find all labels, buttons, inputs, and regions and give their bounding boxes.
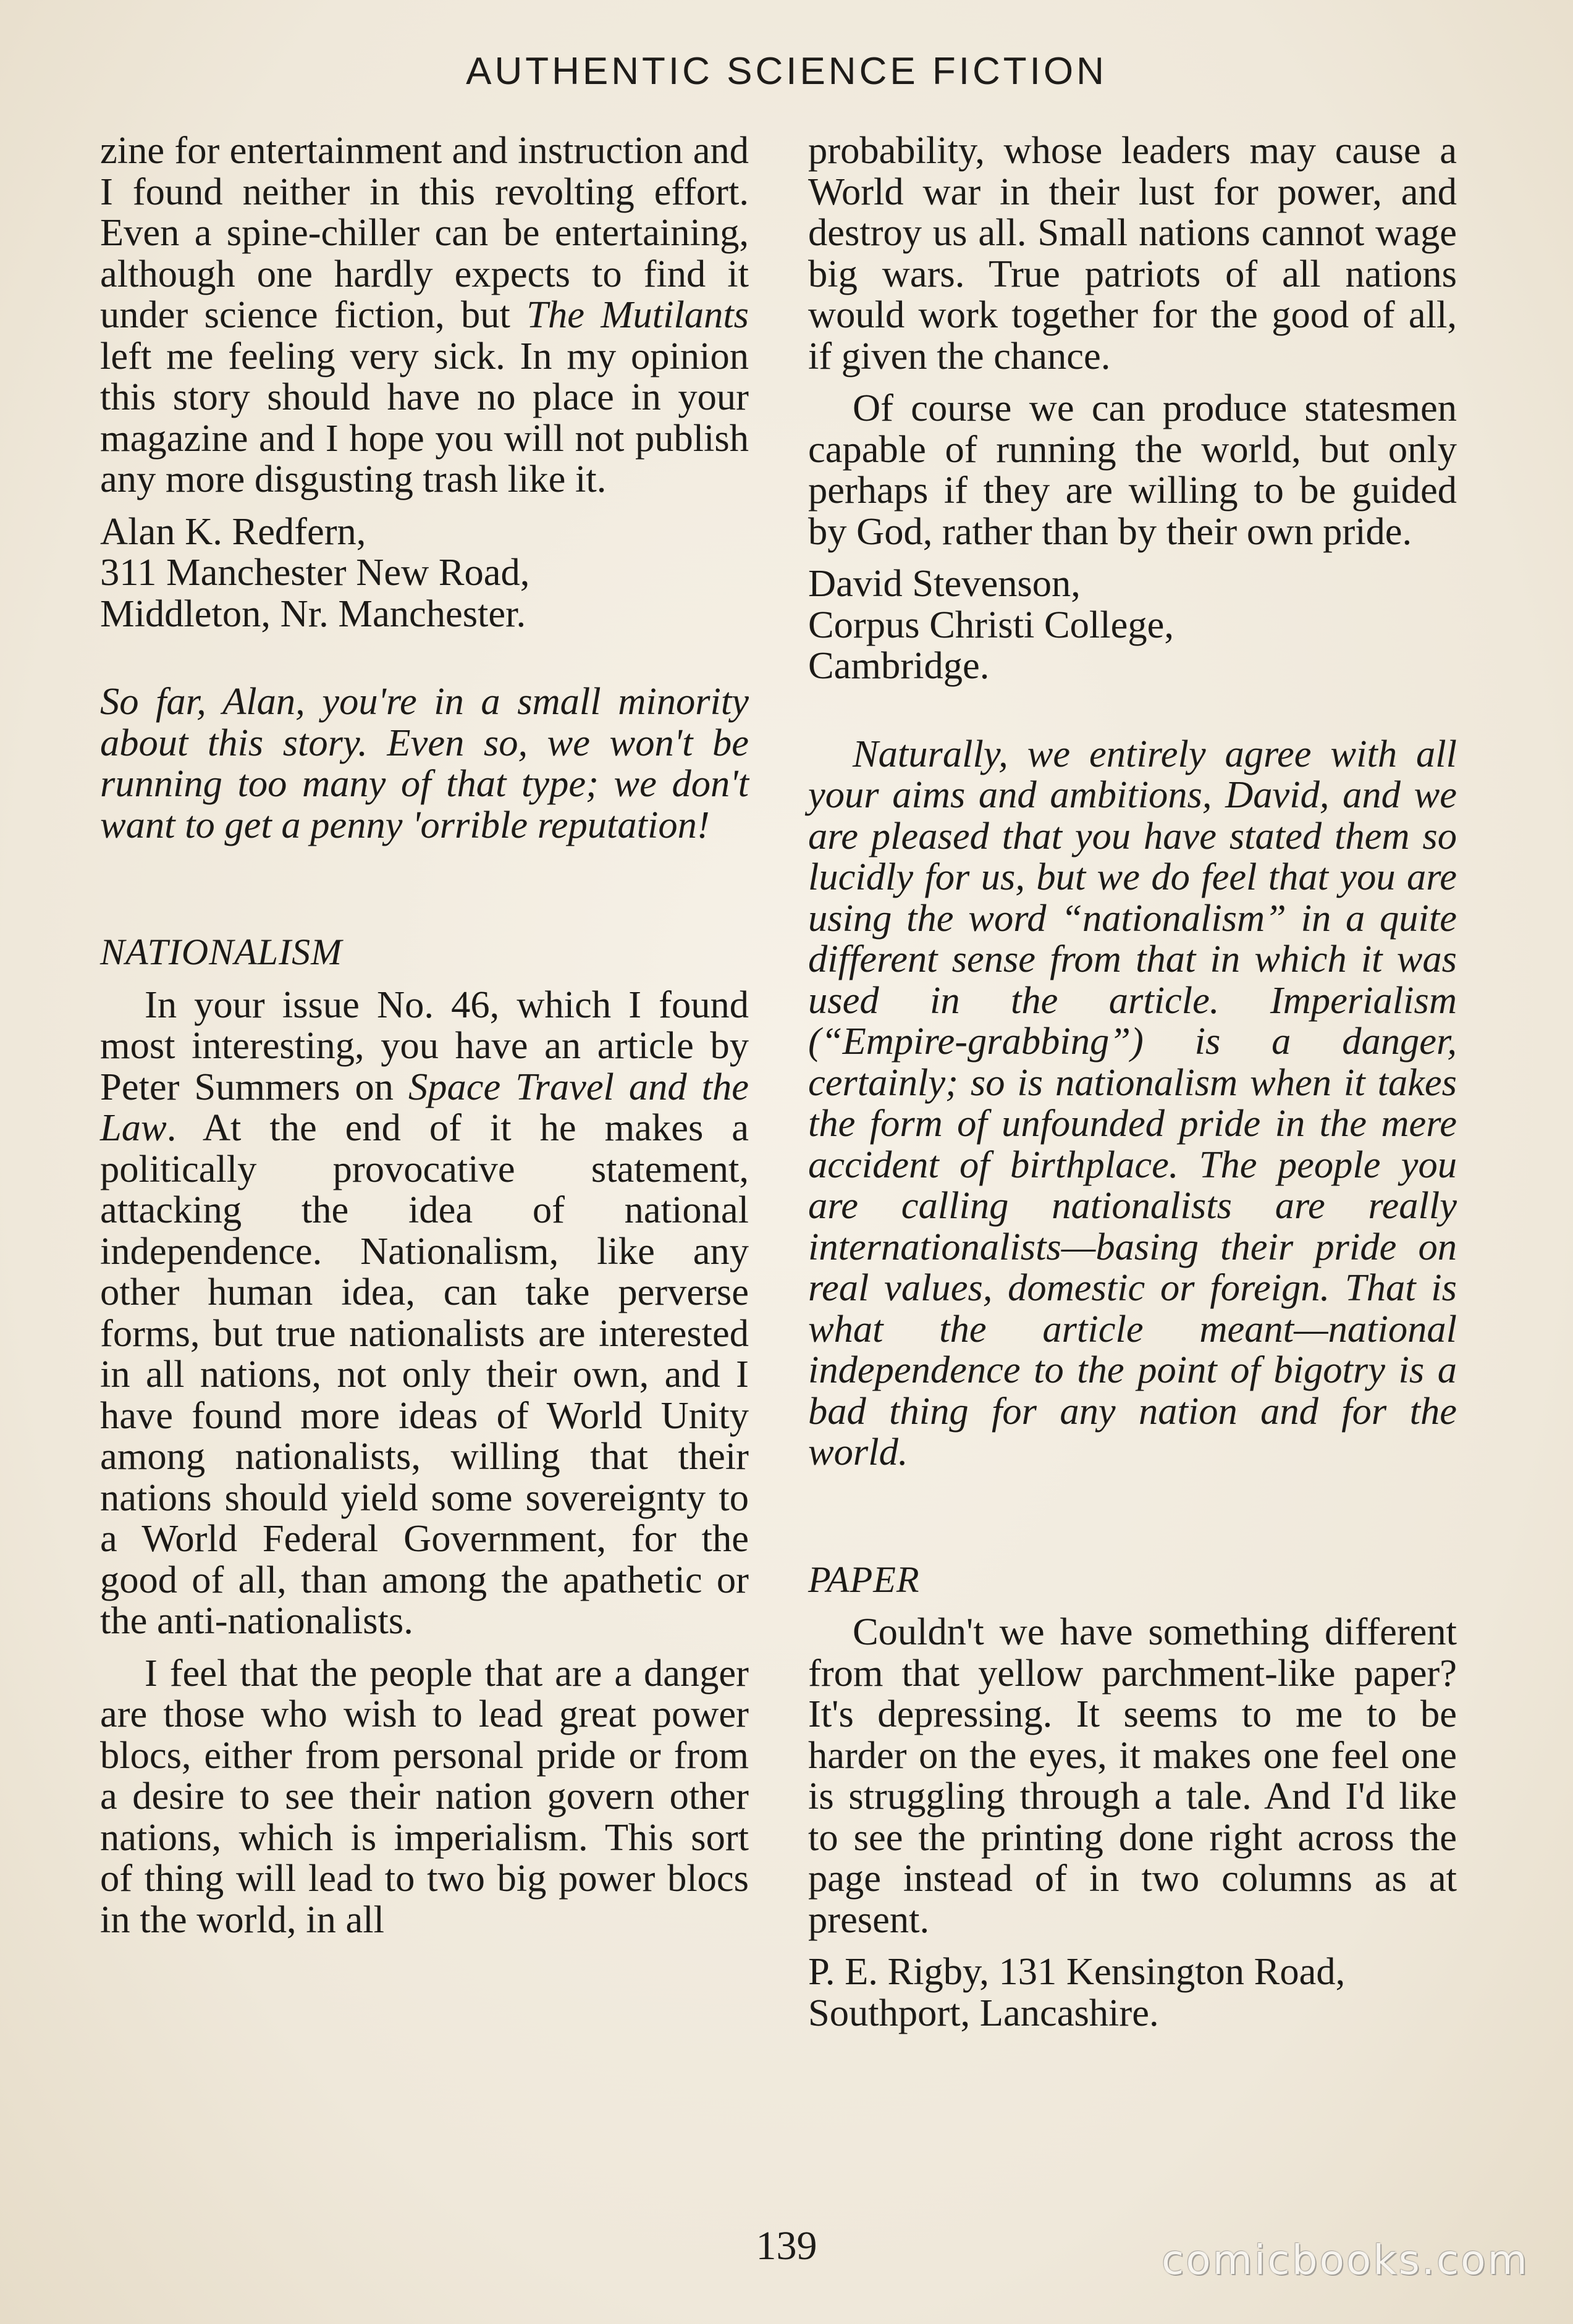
article-title: Space Travel and the Law [100,1064,749,1149]
letter-nationalism-p2: I feel that the people that are a danger are those who wish to lead great power blocs, either from personal pride or from a desire to see their nation govern other nations, which is imperialism. This sort of thing will lead to two big power blocs in the world, in all [100,1651,749,1941]
signature-stevenson [808,563,1457,686]
editor-reply-redfern: So far, Alan, you're in a small minority about this story. Even so, we won't be running too many of that type; we don't want to get a penny 'orrible reputation! [100,680,749,846]
right-column [808,130,1457,2033]
signature-name: P. E. Rigby, 131 Kensington Road, [808,1950,1346,1993]
signature-address: Middleton, Nr. Manchester. [100,591,526,635]
running-head: AUTHENTIC SCIENCE FICTION [466,50,1107,93]
editor-reply-stevenson: Naturally, we entirely agree with all your aims and ambitions, David, and we are pleased that you have stated them so lucidly for us, but we do feel that you are using the word “nationalism” in a quite different sense from that in which it was used in the article. Imperialism (“Empire-grabbing”) is a danger, certainly; so is nationalism when it takes the form of unfounded pride in the mere accident of birthplace. The people you are calling nationalists are really internationalists—basing their pride on real values, domestic or foreign. That is what the article meant—national independence to the point of bigotry is a bad thing for any nation and for the world. [808,731,1457,1473]
signature-address: Southport, Lancashire. [808,1990,1159,2034]
watermark: comicbooks.com [1162,2236,1529,2284]
signature-address: Corpus Christi College, [808,602,1174,646]
signature-name: Alan K. Redfern, [100,509,366,553]
signature-name: David Stevenson, [808,562,1081,605]
letter-nationalism-p3: Of course we can produce statesmen capable of running the world, but only perhaps if they are willing to be guided by God, rather than by their own pride. [808,386,1457,553]
letter-nationalism-p1: In your issue No. 46, which I found most interesting, you have an article by Peter Summers on Space Travel and the Law. At the end of it he makes a politically provocative statement, attacking the idea of national independence. Nationalism, like any other human idea, can take perverse forms, but true nationalists are interested in all nations, not only their own, and I have found more ideas of World Unity among nationalists, willing that their nations should yield some sovereignty to a World Federal Government, for the good of all, than among the apathetic or the anti-nationalists. [100,982,749,1642]
page-number: 139 [756,2223,817,2268]
signature-redfern [100,511,749,634]
letter-nationalism-p2-continued: probability, whose leaders may cause a World war in their lust for power, and destroy us all. Small nations cannot wage big wars. True patriots of all nations would work together for the good of all, if given the chance. [808,128,1457,377]
letter-redfern-body: zine for entertainment and instruction and I found neither in this revolting effort. Even a spine-chiller can be entertaining, although one hardly expects to find it under science fiction, but The Mutilants left me feeling very sick. In my opinion this story should have no place in your magazine and I hope you will not publish any more disgusting trash like it. [100,128,749,500]
story-title: The Mutilants [526,293,749,336]
signature-address: 311 Manchester New Road, [100,550,530,594]
section-heading-paper: PAPER [808,1559,920,1600]
letter-paper-body: Couldn't we have something different from that yellow parchment-like paper? It's depressing. It seems to me to be harder on the eyes, it makes one feel one is struggling through a tale. And I'd like to see the printing done right across the page instead of in two columns as at present. [808,1610,1457,1941]
section-heading-nationalism: NATIONALISM [100,932,343,972]
signature-address: Cambridge. [808,644,990,687]
left-column [100,130,749,1940]
signature-rigby [808,1951,1457,2033]
